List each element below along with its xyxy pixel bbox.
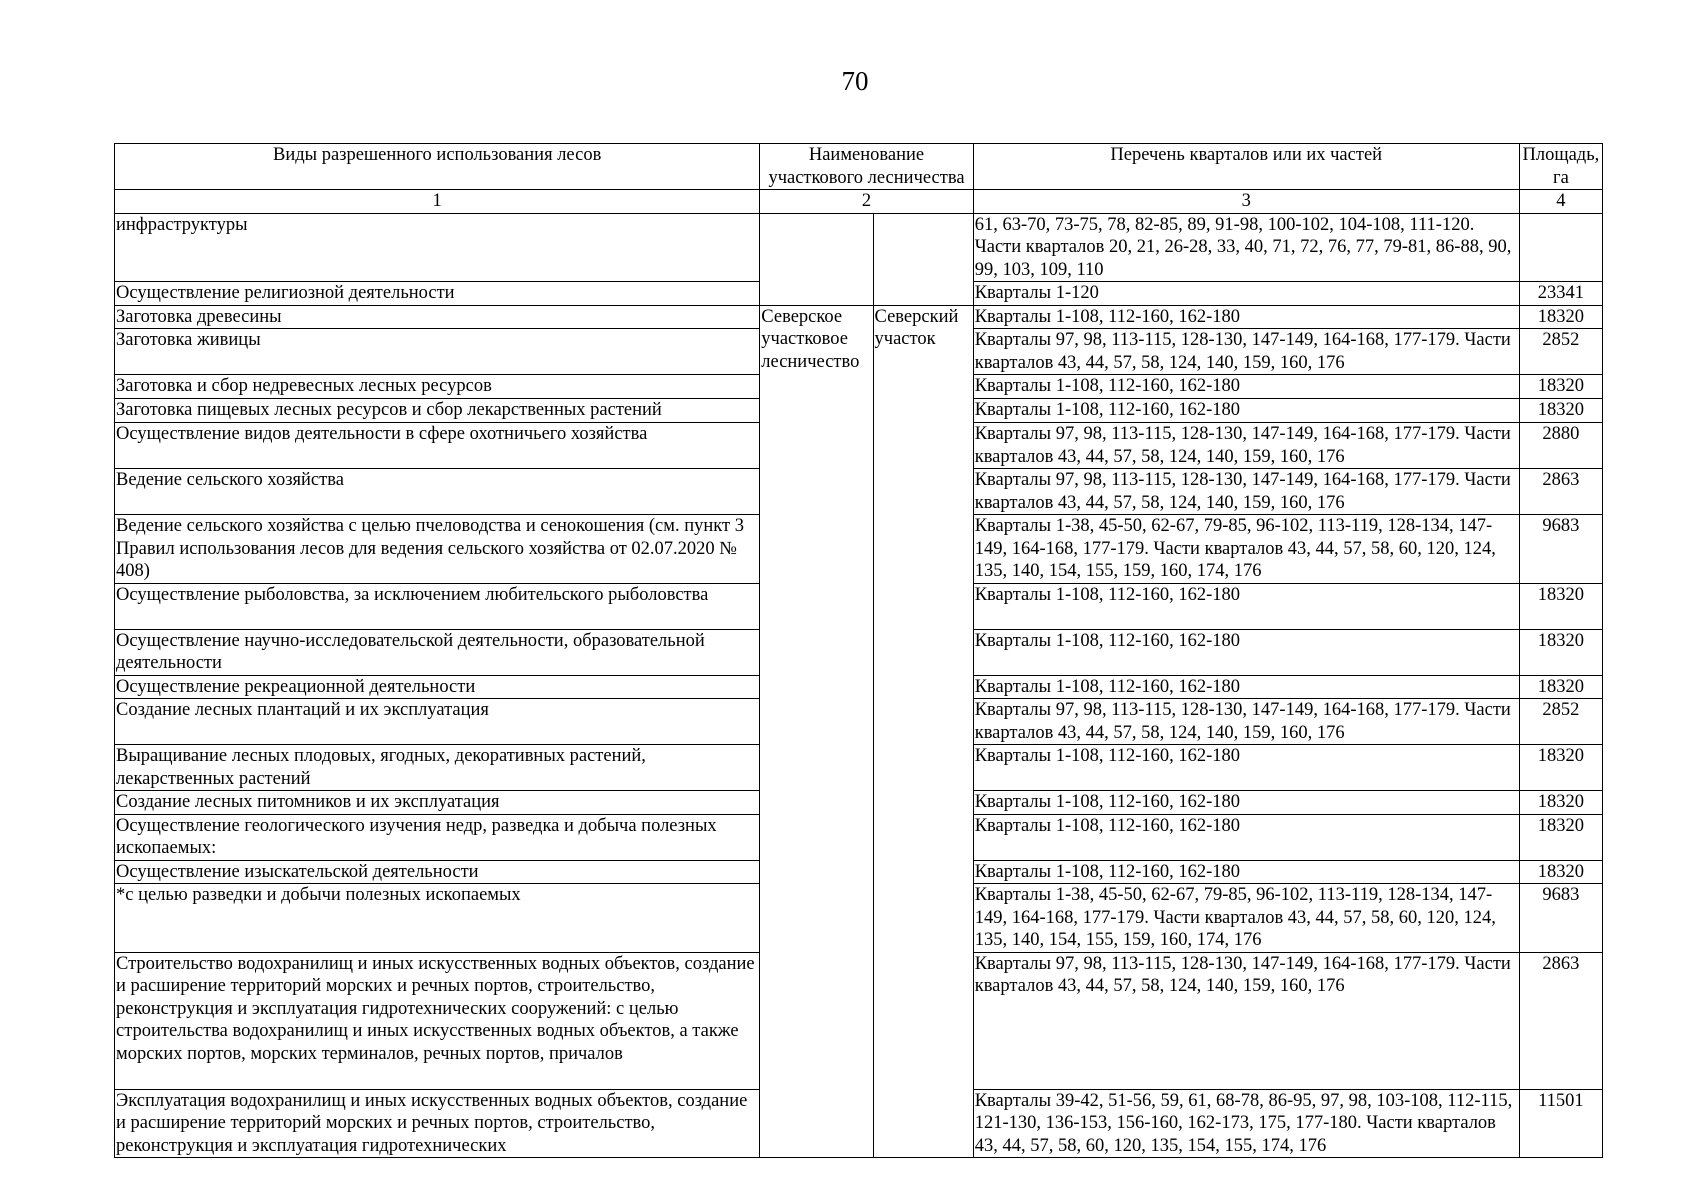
area-cell: 18320 — [1519, 583, 1602, 629]
header-quarters-list: Перечень кварталов или их частей — [973, 144, 1519, 190]
header-forest-use-types: Виды разрешенного использования лесов — [115, 144, 760, 190]
area-cell: 9683 — [1519, 515, 1602, 584]
quarters-cell: Кварталы 97, 98, 113-115, 128-130, 147-149, 164-168, 177-179. Части кварталов 43, 44, 57, 58, 124, 140, 159, 160, 176 — [973, 329, 1519, 375]
table-row — [115, 305, 1603, 329]
use-type-cell: Осуществление рекреационной деятельности — [115, 675, 760, 699]
area-cell: 18320 — [1519, 629, 1602, 675]
quarters-cell: Кварталы 97, 98, 113-115, 128-130, 147-149, 164-168, 177-179. Части кварталов 43, 44, 57, 58, 124, 140, 159, 160, 176 — [973, 699, 1519, 745]
use-type-cell: Выращивание лесных плодовых, ягодных, декоративных растений, лекарственных растений — [115, 745, 760, 791]
area-cell: 2863 — [1519, 469, 1602, 515]
area-cell: 18320 — [1519, 399, 1602, 423]
table-header-row — [115, 144, 1603, 190]
use-type-cell: Создание лесных питомников и их эксплуатация — [115, 791, 760, 815]
quarters-cell: Кварталы 1-38, 45-50, 62-67, 79-85, 96-102, 113-119, 128-134, 147-149, 164-168, 177-179. Части кварталов 43, 44, 57, 58, 60, 120, 124, 135, 140, 154, 155, 159, 160, 174, 176 — [973, 515, 1519, 584]
quarters-cell: Кварталы 1-108, 112-160, 162-180 — [973, 305, 1519, 329]
quarters-cell: Кварталы 1-120 — [973, 282, 1519, 306]
quarters-cell: Кварталы 1-108, 112-160, 162-180 — [973, 629, 1519, 675]
quarters-cell: Кварталы 97, 98, 113-115, 128-130, 147-149, 164-168, 177-179. Части кварталов 43, 44, 57, 58, 124, 140, 159, 160, 176 — [973, 952, 1519, 1089]
area-cell: 23341 — [1519, 282, 1602, 306]
forestry-name-cell: Северское участковое лесничество — [760, 305, 873, 1158]
use-type-cell: Ведение сельского хозяйства с целью пчеловодства и сенокошения (см. пункт 3 Правил использования лесов для ведения сельского хозяйства от 02.07.2020 № 408) — [115, 515, 760, 584]
area-cell: 11501 — [1519, 1089, 1602, 1158]
quarters-cell: 61, 63-70, 73-75, 78, 82-85, 89, 91-98, 100-102, 104-108, 111-120. Части кварталов 20, 21, 26-28, 33, 40, 71, 72, 76, 77, 79-81, 86-88, 90, 99, 103, 109, 110 — [973, 213, 1519, 282]
quarters-cell: Кварталы 1-108, 112-160, 162-180 — [973, 675, 1519, 699]
use-type-cell: Осуществление рыболовства, за исключением любительского рыболовства — [115, 583, 760, 629]
column-number-row — [115, 190, 1603, 214]
use-type-cell: Осуществление изыскательской деятельности — [115, 860, 760, 884]
use-type-cell: Заготовка пищевых лесных ресурсов и сбор лекарственных растений — [115, 399, 760, 423]
header-area: Площадь, га — [1519, 144, 1602, 190]
column-number: 1 — [115, 190, 760, 214]
use-type-cell: Заготовка живицы — [115, 329, 760, 375]
quarters-cell: Кварталы 1-38, 45-50, 62-67, 79-85, 96-102, 113-119, 128-134, 147-149, 164-168, 177-179. Части кварталов 43, 44, 57, 58, 60, 120, 124, 135, 140, 154, 155, 159, 160, 174, 176 — [973, 884, 1519, 953]
quarters-cell: Кварталы 1-108, 112-160, 162-180 — [973, 583, 1519, 629]
use-type-cell: Строительство водохранилищ и иных искусственных водных объектов, создание и расширение территорий морских и речных портов, строительство, реконструкция и эксплуатация гидротехнических сооружений: с целью строительства водохранилищ и иных искусственных водных объектов, а также морских портов, морских терминалов, речных портов, причалов — [115, 952, 760, 1089]
use-type-cell: Заготовка древесины — [115, 305, 760, 329]
quarters-cell: Кварталы 97, 98, 113-115, 128-130, 147-149, 164-168, 177-179. Части кварталов 43, 44, 57, 58, 124, 140, 159, 160, 176 — [973, 469, 1519, 515]
header-forestry-name: Наименование участкового лесничества — [760, 144, 973, 190]
area-cell: 18320 — [1519, 791, 1602, 815]
area-cell — [1519, 213, 1602, 282]
column-number: 3 — [973, 190, 1519, 214]
use-type-cell: *с целью разведки и добычи полезных ископаемых — [115, 884, 760, 953]
area-cell: 18320 — [1519, 305, 1602, 329]
area-cell: 2852 — [1519, 699, 1602, 745]
table-row — [115, 213, 1603, 282]
use-type-cell: Заготовка и сбор недревесных лесных ресурсов — [115, 375, 760, 399]
quarters-cell: Кварталы 1-108, 112-160, 162-180 — [973, 745, 1519, 791]
area-cell: 18320 — [1519, 745, 1602, 791]
use-type-cell: Эксплуатация водохранилищ и иных искусственных водных объектов, создание и расширение территорий морских и речных портов, строительство, реконструкция и эксплуатация гидротехнических — [115, 1089, 760, 1158]
area-cell: 2852 — [1519, 329, 1602, 375]
use-type-cell: Создание лесных плантаций и их эксплуатация — [115, 699, 760, 745]
area-cell: 18320 — [1519, 375, 1602, 399]
forestry-section-cell: Северский участок — [873, 305, 973, 1158]
forest-use-table — [114, 143, 1603, 1158]
area-cell: 18320 — [1519, 814, 1602, 860]
quarters-cell: Кварталы 1-108, 112-160, 162-180 — [973, 860, 1519, 884]
section-spacer-cell — [873, 213, 973, 305]
area-cell: 18320 — [1519, 675, 1602, 699]
area-cell: 18320 — [1519, 860, 1602, 884]
column-number: 4 — [1519, 190, 1602, 214]
use-type-cell: инфраструктуры — [115, 213, 760, 282]
column-number: 2 — [760, 190, 973, 214]
quarters-cell: Кварталы 97, 98, 113-115, 128-130, 147-149, 164-168, 177-179. Части кварталов 43, 44, 57, 58, 124, 140, 159, 160, 176 — [973, 423, 1519, 469]
quarters-cell: Кварталы 1-108, 112-160, 162-180 — [973, 399, 1519, 423]
forestry-spacer-cell — [760, 213, 873, 305]
area-cell: 9683 — [1519, 884, 1602, 953]
use-type-cell: Ведение сельского хозяйства — [115, 469, 760, 515]
quarters-cell: Кварталы 39-42, 51-56, 59, 61, 68-78, 86-95, 97, 98, 103-108, 112-115, 121-130, 136-153, 156-160, 162-173, 175, 177-180. Части кварталов 43, 44, 57, 58, 60, 120, 135, 154, 155, 174, 176 — [973, 1089, 1519, 1158]
quarters-cell: Кварталы 1-108, 112-160, 162-180 — [973, 375, 1519, 399]
use-type-cell: Осуществление религиозной деятельности — [115, 282, 760, 306]
use-type-cell: Осуществление научно-исследовательской деятельности, образовательной деятельности — [115, 629, 760, 675]
quarters-cell: Кварталы 1-108, 112-160, 162-180 — [973, 814, 1519, 860]
quarters-cell: Кварталы 1-108, 112-160, 162-180 — [973, 791, 1519, 815]
area-cell: 2863 — [1519, 952, 1602, 1089]
area-cell: 2880 — [1519, 423, 1602, 469]
use-type-cell: Осуществление видов деятельности в сфере охотничьего хозяйства — [115, 423, 760, 469]
use-type-cell: Осуществление геологического изучения недр, разведка и добыча полезных ископаемых: — [115, 814, 760, 860]
page-number: 70 — [841, 66, 869, 96]
